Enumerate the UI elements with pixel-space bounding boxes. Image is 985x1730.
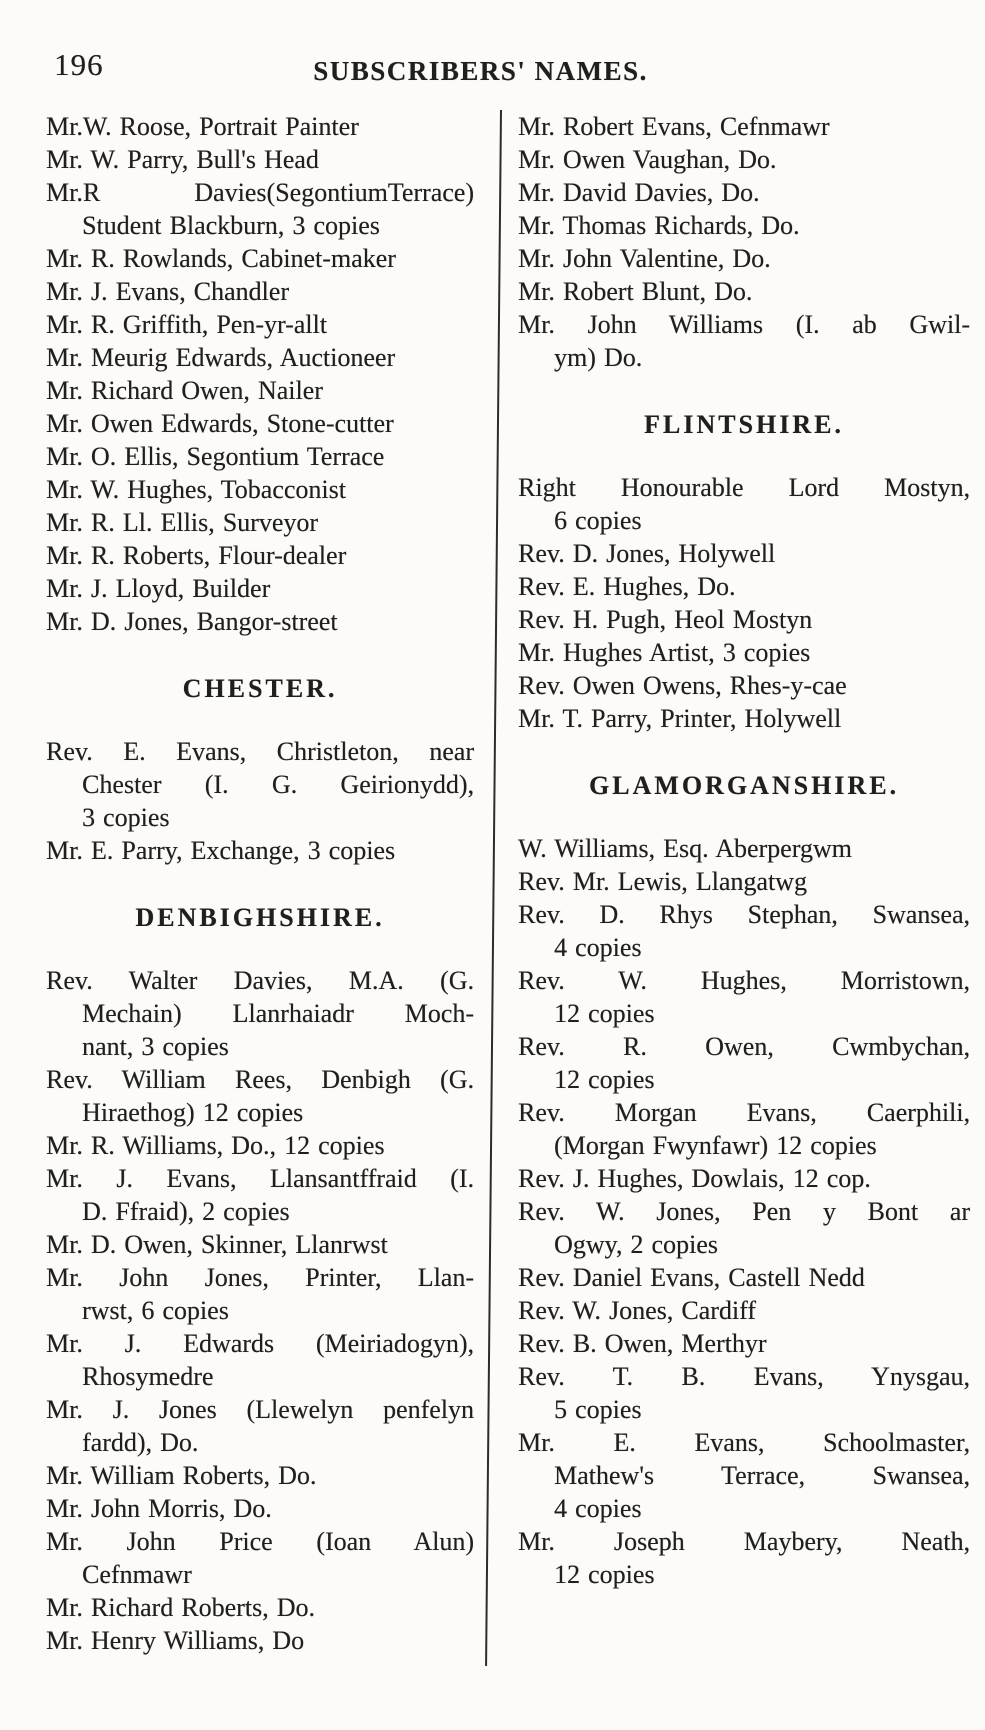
subscriber-entry (518, 832, 970, 865)
entry-line: Mr. E. Parry, Exchange, 3 copies (46, 836, 396, 865)
county-heading: DENBIGHSHIRE. (135, 903, 385, 932)
entry-line: Mr. David Davies, Do. (518, 178, 760, 207)
entry-line: Right Honourable Lord Mostyn, (518, 473, 970, 502)
entry-line: 12 copies (554, 1560, 655, 1589)
entry-line: Mr. D. Owen, Skinner, Llanrwst (46, 1230, 388, 1259)
entry-line: Mr. Richard Roberts, Do. (46, 1593, 315, 1622)
entry-line: Rhosymedre (82, 1362, 214, 1391)
entry-line: Mr. R. Rowlands, Cabinet-maker (46, 244, 396, 273)
subscriber-entry (518, 570, 970, 603)
subscriber-entry (518, 603, 970, 636)
subscriber-entry (518, 209, 970, 242)
subscriber-entry (46, 440, 474, 473)
entry-line: W. Williams, Esq. Aberpergwm (518, 834, 852, 863)
subscriber-entry (518, 1294, 970, 1327)
entry-line: Mr. W. Parry, Bull's Head (46, 145, 319, 174)
subscriber-entry (46, 407, 474, 440)
entry-line: Mr. R. Roberts, Flour-dealer (46, 541, 347, 570)
entry-line: Mr. John Valentine, Do. (518, 244, 771, 273)
subscriber-entry (46, 1261, 474, 1327)
subscriber-entry (518, 1030, 970, 1096)
subscriber-entry (46, 735, 474, 834)
entry-line: rwst, 6 copies (82, 1296, 229, 1325)
entry-line: Mr. John Williams (I. ab Gwil- (518, 310, 970, 339)
subscriber-entry (46, 1063, 474, 1129)
entry-line: Mr. Thomas Richards, Do. (518, 211, 800, 240)
entry-line: fardd), Do. (82, 1428, 199, 1457)
subscriber-entry (518, 275, 970, 308)
entry-line: Rev. E. Hughes, Do. (518, 572, 736, 601)
subscriber-entry (46, 1492, 474, 1525)
entry-line: 12 copies (554, 999, 655, 1028)
entry-line: Mr. Robert Evans, Cefnmawr (518, 112, 830, 141)
subscriber-entry (518, 1525, 970, 1591)
entry-line: Mathew's Terrace, Swansea, (554, 1461, 970, 1490)
entry-line: Rev. Walter Davies, M.A. (G. (46, 966, 474, 995)
subscriber-entry (46, 605, 474, 638)
entry-line: Mr. T. Parry, Printer, Holywell (518, 704, 842, 733)
subscriber-entry (518, 964, 970, 1030)
subscriber-entry (46, 572, 474, 605)
entry-line: Rev. D. Rhys Stephan, Swansea, (518, 900, 970, 929)
entry-line: Mr. Joseph Maybery, Neath, (518, 1527, 970, 1556)
entry-line: D. Ffraid), 2 copies (82, 1197, 290, 1226)
subscriber-entry (46, 1393, 474, 1459)
subscriber-entry (518, 669, 970, 702)
county-heading: FLINTSHIRE. (644, 410, 844, 439)
subscriber-entry (518, 110, 970, 143)
subscriber-entry (518, 1195, 970, 1261)
entry-line: 12 copies (554, 1065, 655, 1094)
entry-line: Mr. Henry Williams, Do (46, 1626, 305, 1655)
column-divider (485, 110, 502, 1666)
entry-line: Mr. R. Williams, Do., 12 copies (46, 1131, 385, 1160)
entry-line: 5 copies (554, 1395, 642, 1424)
page-number: 196 (54, 47, 104, 82)
entry-line: 6 copies (554, 506, 642, 535)
entry-line: Mr. Robert Blunt, Do. (518, 277, 753, 306)
subscriber-entry (46, 506, 474, 539)
subscriber-entry (518, 176, 970, 209)
running-title: SUBSCRIBERS' NAMES. (313, 56, 648, 86)
subscriber-entry (518, 308, 970, 374)
entry-line: Rev. E. Evans, Christleton, near (46, 737, 474, 766)
section-flintshire (518, 408, 970, 735)
entry-line: Mr. R. Ll. Ellis, Surveyor (46, 508, 319, 537)
entry-line: 4 copies (554, 933, 642, 962)
county-heading: CHESTER. (182, 674, 338, 703)
subscriber-entry (46, 308, 474, 341)
subscriber-entry (46, 341, 474, 374)
subscriber-entry (46, 1591, 474, 1624)
subscriber-entry (46, 1129, 474, 1162)
entry-line: Rev. R. Owen, Cwmbychan, (518, 1032, 970, 1061)
entry-line: Mechain) Llanrhaiadr Moch- (82, 999, 474, 1028)
entry-line: Rev. Owen Owens, Rhes-y-cae (518, 671, 847, 700)
section-continued (46, 110, 474, 638)
entry-line: Mr. William Roberts, Do. (46, 1461, 317, 1490)
subscriber-entry (518, 537, 970, 570)
entry-line: (Morgan Fwynfawr) 12 copies (554, 1131, 877, 1160)
subscriber-entry (518, 1426, 970, 1525)
right-column (518, 110, 970, 1666)
subscriber-entry (46, 374, 474, 407)
subscriber-entry (518, 1327, 970, 1360)
entry-line: Mr. J. Evans, Chandler (46, 277, 289, 306)
subscriber-entry (46, 834, 474, 867)
subscriber-entry (46, 1525, 474, 1591)
subscriber-entry (46, 176, 474, 242)
entry-line: Student Blackburn, 3 copies (82, 211, 380, 240)
entry-line: Rev. W. Jones, Cardiff (518, 1296, 756, 1325)
subscriber-entry (46, 473, 474, 506)
entry-line: ym) Do. (554, 343, 643, 372)
entry-line: Mr.R Davies(SegontiumTerrace) (46, 178, 474, 207)
subscriber-entry (46, 1228, 474, 1261)
subscriber-entry (46, 1327, 474, 1393)
entry-line: Mr. Owen Edwards, Stone-cutter (46, 409, 394, 438)
subscriber-entry (518, 143, 970, 176)
subscriber-entry (518, 636, 970, 669)
entry-line: Mr. Hughes Artist, 3 copies (518, 638, 811, 667)
subscriber-entry (518, 1261, 970, 1294)
subscriber-entry (46, 1624, 474, 1657)
entry-line: Rev. J. Hughes, Dowlais, 12 cop. (518, 1164, 871, 1193)
entry-line: Rev. Morgan Evans, Caerphili, (518, 1098, 970, 1127)
subscriber-entry (518, 702, 970, 735)
subscriber-entry (518, 865, 970, 898)
entry-line: nant, 3 copies (82, 1032, 229, 1061)
entry-line: Mr. Owen Vaughan, Do. (518, 145, 777, 174)
subscriber-entry (518, 1360, 970, 1426)
entry-line: Rev. T. B. Evans, Ynysgau, (518, 1362, 970, 1391)
entry-line: Mr. W. Hughes, Tobacconist (46, 475, 346, 504)
entry-line: Mr. John Jones, Printer, Llan- (46, 1263, 474, 1292)
entry-line: Mr. O. Ellis, Segontium Terrace (46, 442, 385, 471)
entry-line: Mr. John Morris, Do. (46, 1494, 272, 1523)
entry-line: Rev. W. Hughes, Morristown, (518, 966, 970, 995)
entry-line: Mr. J. Lloyd, Builder (46, 574, 271, 603)
entry-line: 3 copies (82, 803, 170, 832)
left-column (46, 110, 474, 1666)
entry-line: Rev. W. Jones, Pen y Bont ar (518, 1197, 970, 1226)
subscriber-entry (46, 110, 474, 143)
section-glamorganshire (518, 769, 970, 1591)
columns (0, 110, 985, 1666)
entry-line: Rev. William Rees, Denbigh (G. (46, 1065, 474, 1094)
entry-line: Mr. J. Jones (Llewelyn penfelyn (46, 1395, 474, 1424)
entry-line: Mr. R. Griffith, Pen-yr-allt (46, 310, 327, 339)
entry-line: Rev. B. Owen, Merthyr (518, 1329, 767, 1358)
entry-line: Mr. John Price (Ioan Alun) (46, 1527, 474, 1556)
subscriber-entry (46, 964, 474, 1063)
subscriber-entry (46, 143, 474, 176)
entry-line: Rev. H. Pugh, Heol Mostyn (518, 605, 813, 634)
entry-line: Cefnmawr (82, 1560, 192, 1589)
subscriber-entry (518, 898, 970, 964)
page-header (0, 0, 985, 96)
entry-line: Mr. Richard Owen, Nailer (46, 376, 323, 405)
entry-line: Mr.W. Roose, Portrait Painter (46, 112, 359, 141)
entry-line: Mr. Meurig Edwards, Auctioneer (46, 343, 396, 372)
entry-line: Ogwy, 2 copies (554, 1230, 718, 1259)
entry-line: Chester (I. G. Geirionydd), (82, 770, 474, 799)
entry-line: Mr. J. Edwards (Meiriadogyn), (46, 1329, 474, 1358)
subscriber-entry (46, 242, 474, 275)
entry-line: Rev. D. Jones, Holywell (518, 539, 776, 568)
subscriber-entry (46, 539, 474, 572)
subscriber-entry (518, 1096, 970, 1162)
entry-line: Mr. J. Evans, Llansantffraid (I. (46, 1164, 474, 1193)
entry-line: Hiraethog) 12 copies (82, 1098, 304, 1127)
section-continued (518, 110, 970, 374)
entry-line: 4 copies (554, 1494, 642, 1523)
entry-line: Mr. E. Evans, Schoolmaster, (518, 1428, 970, 1457)
subscriber-entry (518, 471, 970, 537)
subscriber-entry (46, 1459, 474, 1492)
entry-line: Rev. Daniel Evans, Castell Nedd (518, 1263, 865, 1292)
section-chester (46, 672, 474, 867)
county-heading: GLAMORGANSHIRE. (588, 771, 900, 800)
section-denbighshire (46, 901, 474, 1657)
subscriber-entry (46, 275, 474, 308)
entry-line: Mr. D. Jones, Bangor-street (46, 607, 338, 636)
subscriber-entry (518, 1162, 970, 1195)
subscriber-entry (518, 242, 970, 275)
entry-line: Rev. Mr. Lewis, Llangatwg (518, 867, 807, 896)
subscriber-entry (46, 1162, 474, 1228)
